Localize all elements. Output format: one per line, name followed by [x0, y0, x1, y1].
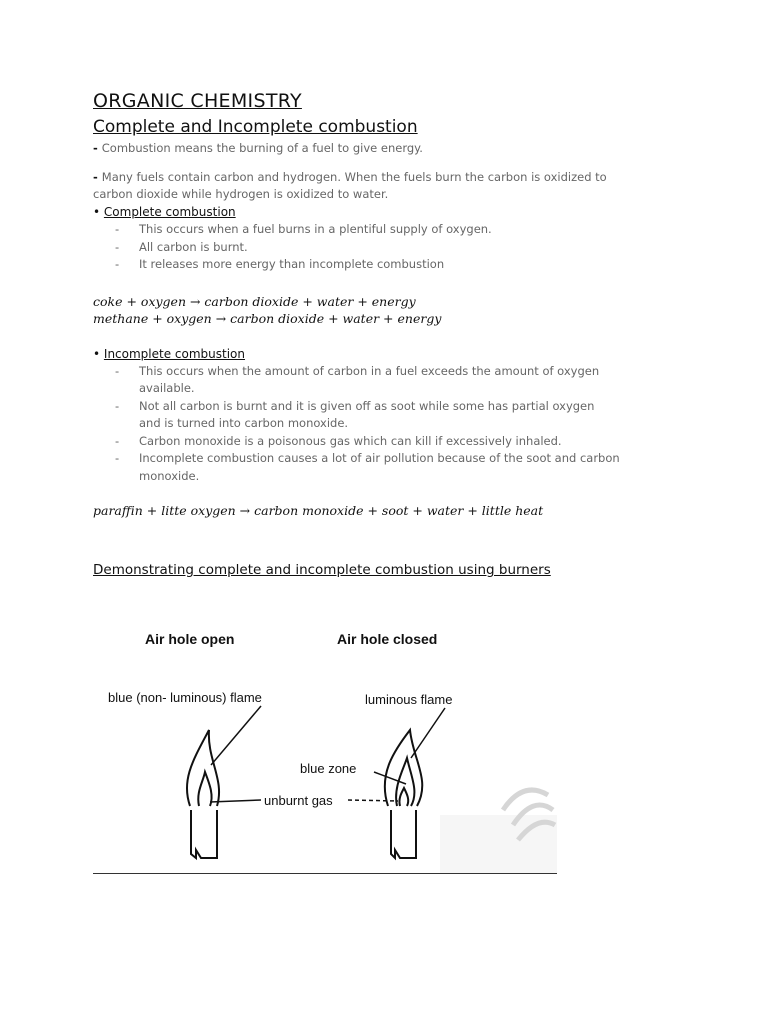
- left-burner: [187, 706, 261, 858]
- intro-paragraph-1: [93, 140, 693, 157]
- label-air-hole-closed: Air hole closed: [337, 631, 438, 647]
- section-title: Complete and Incomplete combustion: [93, 117, 418, 137]
- pointer-unburnt-right: [348, 800, 398, 801]
- incomplete-heading-label: Incomplete combustion: [103, 346, 246, 361]
- equation-coke: coke + oxygen → carbon dioxide + water + energy: [93, 293, 416, 309]
- list-item: - It releases more energy than incomplete combustion: [115, 257, 445, 271]
- list-item: - All carbon is burnt.: [115, 239, 248, 254]
- intro-text-1: Combustion means the burning of a fuel to give energy.: [101, 141, 423, 155]
- list-item: - Incomplete combustion causes a lot of air pollution because of the soot and carbon monoxide.: [115, 451, 620, 483]
- equation-methane: methane + oxygen → carbon dioxide + water + energy: [93, 310, 442, 326]
- demo-heading: Demonstrating complete and incomplete combustion using burners: [93, 562, 551, 578]
- label-blue-zone: blue zone: [300, 761, 357, 776]
- label-luminous-flame: luminous flame: [365, 692, 453, 707]
- list-item: - This occurs when the amount of carbon in a fuel exceeds the amount of oxygen available.: [115, 363, 600, 395]
- pointer-luminous: [411, 708, 445, 758]
- right-burner: [348, 708, 445, 858]
- figure-bottom-rule: [93, 873, 557, 874]
- label-unburnt-gas: unburnt gas: [264, 793, 333, 808]
- intro-text-2a: Many fuels contain carbon and hydrogen. When the fuels burn the carbon is oxidized to: [101, 170, 607, 184]
- page-title: ORGANIC CHEMISTRY: [93, 90, 302, 112]
- incomplete-heading: • Incomplete combustion: [93, 346, 246, 361]
- label-blue-flame: blue (non- luminous) flame: [108, 690, 262, 705]
- complete-heading: • Complete combustion: [93, 205, 236, 219]
- intro-paragraph-2: [93, 169, 693, 203]
- dash-marker: -: [93, 170, 102, 184]
- list-item: - Not all carbon is burnt and it is given off as soot while some has partial oxygen and is turned into carbon monoxide.: [115, 398, 595, 430]
- list-item: - Carbon monoxide is a poisonous gas which can kill if excessively inhaled.: [115, 433, 562, 448]
- burner-tube-left: [191, 810, 217, 858]
- dash-marker: -: [93, 141, 102, 155]
- complete-list: [93, 221, 693, 274]
- burner-tube-right: [391, 810, 416, 858]
- label-air-hole-open: Air hole open: [145, 631, 235, 647]
- burner-diagram: [93, 620, 557, 874]
- inner-flame-left: [198, 772, 211, 806]
- equation-paraffin: paraffin + litte oxygen → carbon monoxide + soot + water + little heat: [93, 503, 544, 518]
- list-item: - This occurs when a fuel burns in a plentiful supply of oxygen.: [115, 222, 492, 236]
- burner-diagram-svg: [93, 620, 557, 874]
- intro-text-2b: carbon dioxide while hydrogen is oxidized to water.: [93, 187, 389, 201]
- document-page: [93, 88, 693, 579]
- incomplete-list: [93, 363, 693, 486]
- pointer-blue-flame: [211, 706, 261, 765]
- complete-heading-label: Complete combustion: [103, 205, 236, 219]
- inner-flame-right: [399, 788, 408, 806]
- outer-flame-left: [187, 730, 219, 806]
